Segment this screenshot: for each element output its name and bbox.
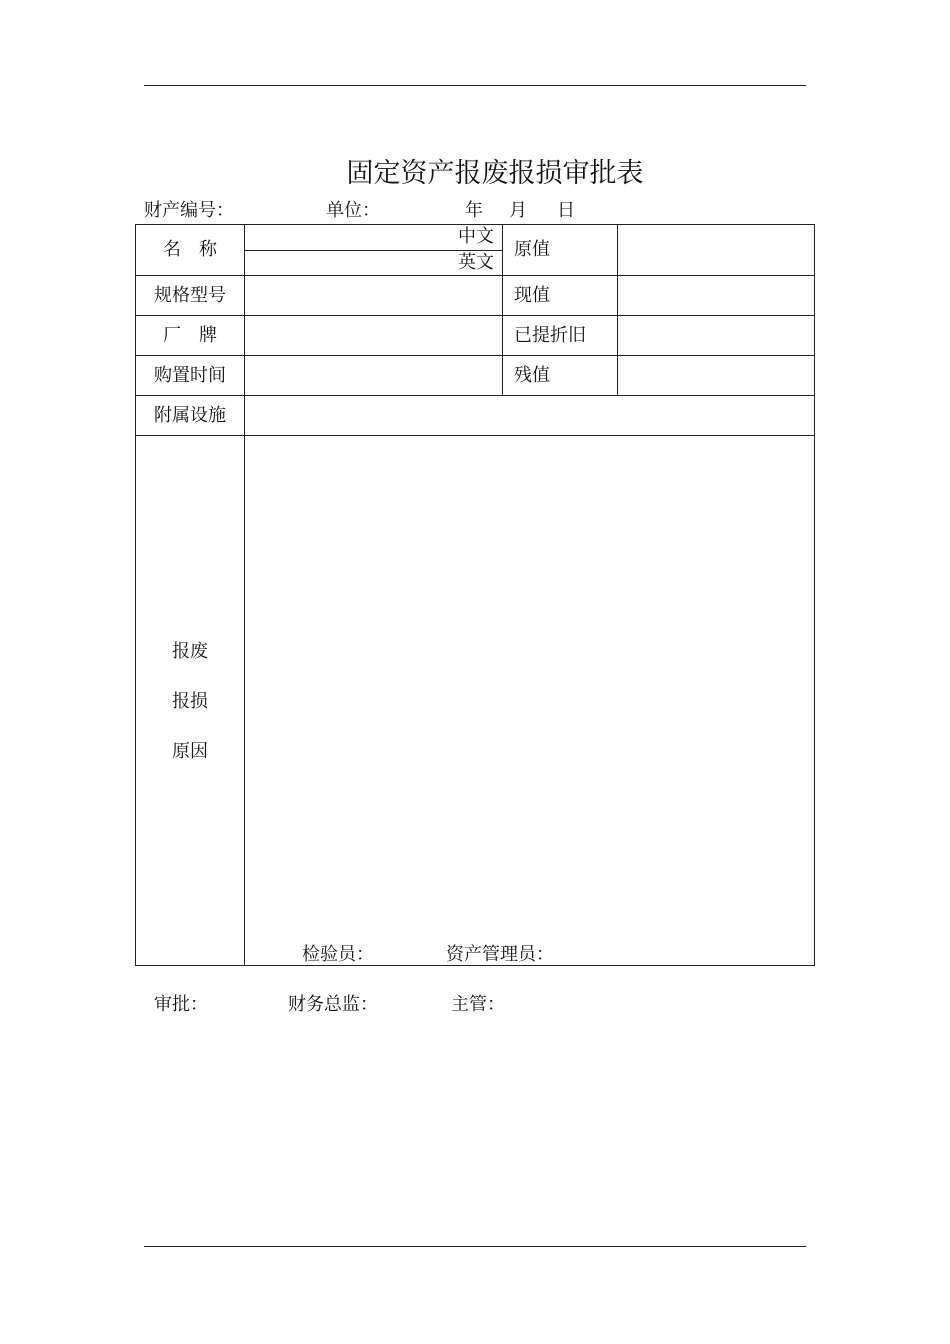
right-value-column-divider: [617, 225, 618, 395]
name-subrow-divider: [245, 250, 502, 251]
form-title: 固定资产报废报损审批表: [346, 158, 644, 189]
row-divider: [136, 315, 814, 316]
row-divider: [136, 395, 814, 396]
bottom-rule: [144, 1246, 806, 1247]
day-label: 日: [557, 200, 575, 221]
approval-label: 审批：: [154, 994, 208, 1015]
supervisor-label: 主管：: [451, 994, 505, 1015]
english-name-label: 英文: [458, 252, 494, 273]
row-divider: [136, 435, 814, 436]
year-label: 年: [465, 200, 483, 221]
accumulated-depreciation-label: 已提折旧: [514, 325, 586, 346]
purchase-time-label: 购置时间: [154, 365, 226, 386]
top-rule: [144, 85, 806, 86]
original-value-label: 原值: [514, 239, 550, 260]
reason-label-loss: 报损: [172, 691, 208, 712]
residual-value-label: 残值: [514, 365, 550, 386]
name-label: 名 称: [163, 239, 217, 260]
inspector-label: 检验员：: [302, 944, 374, 965]
row-divider: [136, 275, 814, 276]
row-divider: [136, 355, 814, 356]
finance-director-label: 财务总监：: [288, 994, 378, 1015]
reason-label-scrap: 报废: [172, 641, 208, 662]
unit-label: 单位：: [326, 200, 380, 221]
accessories-label: 附属设施: [154, 405, 226, 426]
asset-number-label: 财产编号：: [144, 200, 234, 221]
spec-model-label: 规格型号: [154, 285, 226, 306]
asset-manager-label: 资产管理员：: [446, 944, 554, 965]
reason-label-cause: 原因: [172, 741, 208, 762]
value-column-divider: [502, 225, 503, 395]
current-value-label: 现值: [514, 285, 550, 306]
month-label: 月: [509, 200, 527, 221]
chinese-name-label: 中文: [458, 226, 494, 247]
approval-form-table: [135, 224, 815, 966]
label-column-divider: [244, 225, 245, 965]
brand-label: 厂 牌: [163, 325, 217, 346]
